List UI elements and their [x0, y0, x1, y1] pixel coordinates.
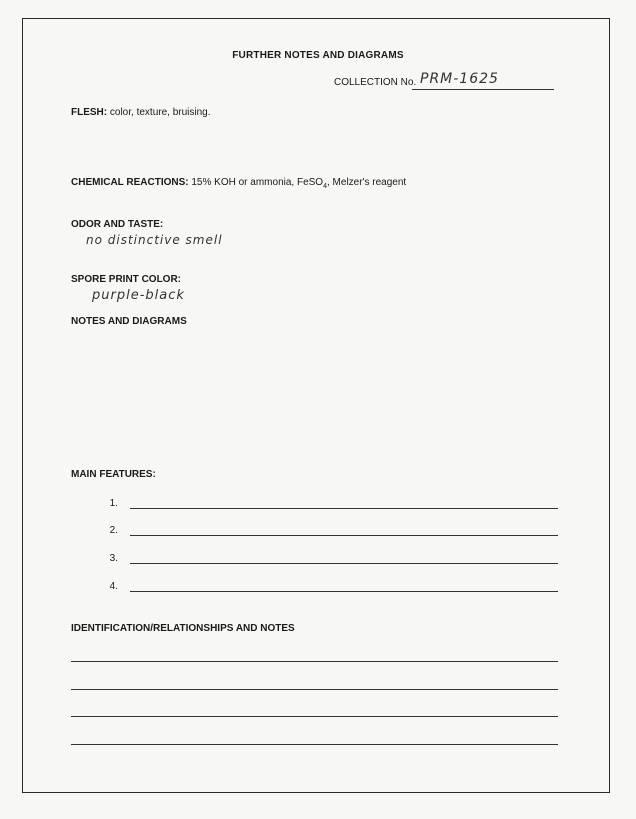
form-title: FURTHER NOTES AND DIAGRAMS — [232, 50, 404, 61]
flesh-label: FLESH: — [71, 107, 108, 118]
odor-taste-label: ODOR AND TASTE: — [71, 219, 164, 230]
collection-number-value[interactable]: PRM-1625 — [420, 71, 499, 87]
feature-line-1[interactable] — [130, 508, 558, 509]
feature-number-2: 2. — [109, 525, 118, 536]
identification-line-2[interactable] — [71, 689, 558, 690]
feature-number-4: 4. — [109, 581, 118, 592]
feature-number-1: 1. — [109, 498, 118, 509]
chemical-reactions-hint: 15% KOH or ammonia, FeSO$_4$, Melzer's reagent — [191, 177, 407, 190]
spore-print-value[interactable]: purple-black — [92, 288, 185, 303]
identification-label: IDENTIFICATION/RELATIONSHIPS AND NOTES — [71, 623, 295, 634]
flesh-hint: color, texture, bruising. — [109, 107, 211, 118]
chemical-reactions-row — [71, 177, 406, 190]
collection-label: COLLECTION No. — [334, 77, 417, 88]
identification-line-3[interactable] — [71, 716, 558, 717]
odor-taste-value[interactable]: no distinctive smell — [86, 233, 223, 247]
collection-number-line — [412, 89, 554, 90]
spore-print-label: SPORE PRINT COLOR: — [71, 274, 182, 285]
identification-line-4[interactable] — [71, 744, 558, 745]
feature-line-2[interactable] — [130, 535, 558, 536]
feature-number-3: 3. — [109, 553, 118, 564]
feature-line-3[interactable] — [130, 563, 558, 564]
main-features-label: MAIN FEATURES: — [71, 469, 156, 480]
chemical-reactions-label: CHEMICAL REACTIONS: — [71, 177, 189, 188]
form-border — [22, 18, 610, 793]
feature-line-4[interactable] — [130, 591, 558, 592]
flesh-row — [71, 107, 211, 118]
identification-line-1[interactable] — [71, 661, 558, 662]
notes-diagrams-label: NOTES AND DIAGRAMS — [71, 316, 187, 327]
